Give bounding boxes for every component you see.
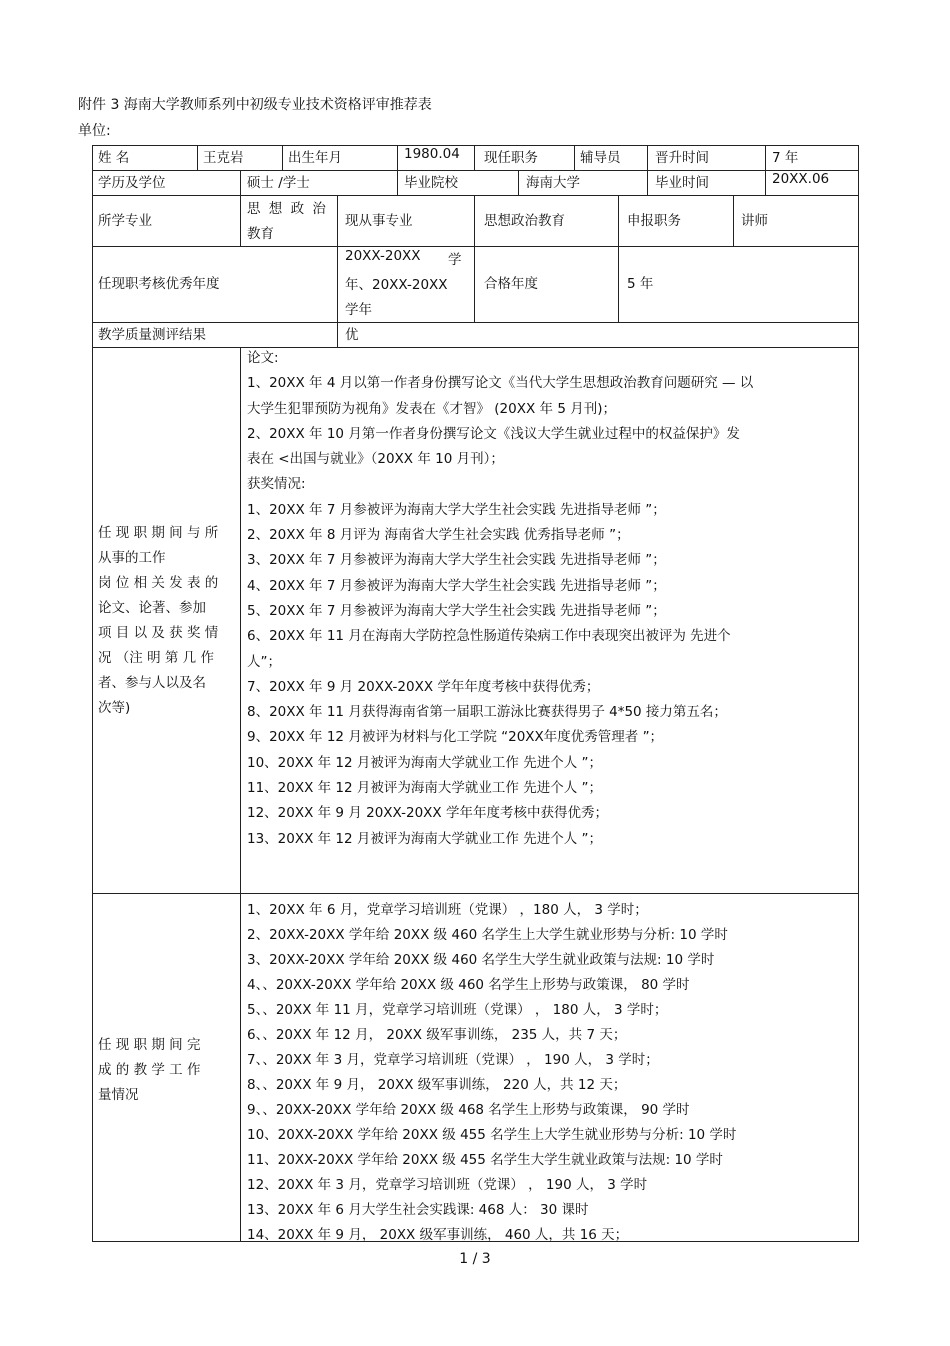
position-value: 辅导员 [580, 150, 621, 166]
apply-position-label: 申报职务 [627, 213, 681, 229]
excellent-years-line2: 年、20XX-20XX [345, 277, 448, 293]
list-item: 6、、20XX 年 12 月， 20XX 级军事训练， 235 人，共 7 天； [247, 1027, 627, 1043]
major-value-line2: 教育 [247, 226, 274, 242]
current-major-value: 思想政治教育 [484, 213, 565, 229]
graduation-value: 20XX.06 [772, 171, 830, 187]
excellent-years-line3: 学年 [345, 302, 372, 318]
list-item: 5、、20XX 年 11 月，党章学习培训班（党课） ， 180 人， 3 学时； [247, 1002, 668, 1018]
list-item: 4、20XX 年 7 月参被评为海南大学大学生社会实践 先进指导老师 ”； [247, 577, 666, 594]
unit-label: 单位: [78, 123, 111, 139]
list-item: 9、、20XX-20XX 学年给 20XX 级 468 名学生上形势与政策课， 90 学时 [247, 1102, 690, 1118]
list-item: 大学生犯罪预防为视角》发表在《才智》 (20XX 年 5 月刊)； [247, 400, 616, 417]
section2-label: 任 现 职 期 间 完 成 的 教 学 工 作 量情况 [98, 1037, 201, 1103]
list-item: 8、20XX 年 11 月获得海南省第一届职工游泳比赛获得男子 4*50 接力第五名； [247, 704, 727, 721]
qualified-years-label: 合格年度 [484, 276, 538, 292]
list-item: 9、20XX 年 12 月被评为材料与化工学院 “20XX年度优秀管理者 ”； [247, 729, 664, 746]
list-item: 14、20XX 年 9 月， 20XX 级军事训练， 460 人，共 16 天； [247, 1227, 629, 1243]
list-item: 12、20XX 年 3 月，党章学习培训班（党课） ， 190 人， 3 学时 [247, 1177, 648, 1193]
graduation-label: 毕业时间 [655, 175, 709, 191]
birth-label: 出生年月 [288, 150, 342, 166]
list-item: 获奖情况: [247, 476, 306, 493]
list-item: 13、20XX 年 6 月大学生社会实践课: 468 人： 30 课时 [247, 1202, 589, 1218]
list-item: 1、20XX 年 6 月，党章学习培训班（党课） ，180 人， 3 学时； [247, 902, 648, 918]
excellent-years-line1a: 20XX-20XX [345, 248, 421, 264]
list-item: 13、20XX 年 12 月被评为海南大学就业工作 先进个人 ”； [247, 830, 602, 847]
apply-position-value: 讲师 [741, 213, 768, 229]
promotion-label: 晋升时间 [655, 150, 709, 166]
section1-label: 任 现 职 期 间 与 所 从事的工作 岗 位 相 关 发 表 的 论文、论著、参加 项 目 以 及 获 奖 情 况 （注 明 第 几 作 者、参与人以及名 次等) [98, 525, 219, 716]
excellent-years-label: 任现职考核优秀年度 [98, 276, 220, 292]
list-item: 4、、20XX-20XX 学年给 20XX 级 460 名学生上形势与政策课， 80 学时 [247, 977, 690, 993]
education-value: 硕士 /学士 [247, 175, 310, 191]
list-item: 1、20XX 年 7 月参被评为海南大学大学生社会实践 先进指导老师 ”； [247, 501, 666, 518]
list-item: 论文: [247, 350, 279, 366]
current-major-label: 现从事专业 [345, 213, 413, 229]
education-label: 学历及学位 [98, 175, 166, 191]
position-label: 现任职务 [484, 150, 538, 166]
list-item: 11、20XX-20XX 学年给 20XX 级 455 名学生大学生就业政策与法规: 10 学时 [247, 1152, 723, 1168]
section2-content [247, 898, 855, 1248]
list-item: 2、20XX-20XX 学年给 20XX 级 460 名学生上大学生就业形势与分析: 10 学时 [247, 927, 728, 943]
birth-value: 1980.04 [404, 146, 460, 162]
school-value: 海南大学 [526, 175, 580, 191]
list-item: 11、20XX 年 12 月被评为海南大学就业工作 先进个人 ”； [247, 780, 602, 797]
list-item: 6、20XX 年 11 月在海南大学防控急性肠道传染病工作中表现突出被评为 先进个 [247, 628, 731, 645]
list-item: 人”； [247, 653, 281, 670]
list-item: 7、、20XX 年 3 月，党章学习培训班（党课） ， 190 人， 3 学时； [247, 1052, 659, 1068]
qualified-years-value: 5 年 [627, 276, 654, 292]
list-item: 12、20XX 年 9 月 20XX-20XX 学年年度考核中获得优秀； [247, 805, 608, 822]
section1-content [247, 346, 855, 852]
name-label: 姓 名 [98, 150, 130, 166]
list-item: 10、20XX-20XX 学年给 20XX 级 455 名学生上大学生就业形势与分析: 10 学时 [247, 1127, 737, 1143]
promotion-value: 7 年 [772, 150, 799, 166]
name-value: 王克岩 [203, 150, 244, 166]
list-item: 3、20XX 年 7 月参被评为海南大学大学生社会实践 先进指导老师 ”； [247, 552, 666, 569]
page-number: 1 / 3 [459, 1251, 491, 1267]
teaching-quality-label: 教学质量测评结果 [98, 327, 206, 343]
list-item: 表在 <出国与就业》（20XX 年 10 月刊）； [247, 451, 504, 468]
list-item: 3、20XX-20XX 学年给 20XX 级 460 名学生大学生就业政策与法规: 10 学时 [247, 952, 715, 968]
list-item: 8、、20XX 年 9 月， 20XX 级军事训练， 220 人，共 12 天； [247, 1077, 627, 1093]
list-item: 5、20XX 年 7 月参被评为海南大学大学生社会实践 先进指导老师 ”； [247, 602, 666, 619]
list-item: 10、20XX 年 12 月被评为海南大学就业工作 先进个人 ”； [247, 754, 602, 771]
teaching-quality-value: 优 [345, 327, 359, 343]
list-item: 2、20XX 年 8 月评为 海南省大学生社会实践 优秀指导老师 ”； [247, 527, 630, 544]
list-item: 7、20XX 年 9 月 20XX-20XX 学年年度考核中获得优秀； [247, 678, 600, 695]
document-title: 附件 3 海南大学教师系列中初级专业技术资格评审推荐表 [78, 97, 432, 113]
excellent-years-line1b: 学 [448, 252, 462, 268]
major-label: 所学专业 [98, 213, 152, 229]
list-item: 2、20XX 年 10 月第一作者身份撰写论文《浅议大学生就业过程中的权益保护》发 [247, 425, 740, 442]
major-value-line1: 思 想 政 治 [247, 201, 328, 217]
school-label: 毕业院校 [404, 175, 458, 191]
list-item: 1、20XX 年 4 月以第一作者身份撰写论文《当代大学生思想政治教育问题研究 — 以 [247, 375, 754, 392]
